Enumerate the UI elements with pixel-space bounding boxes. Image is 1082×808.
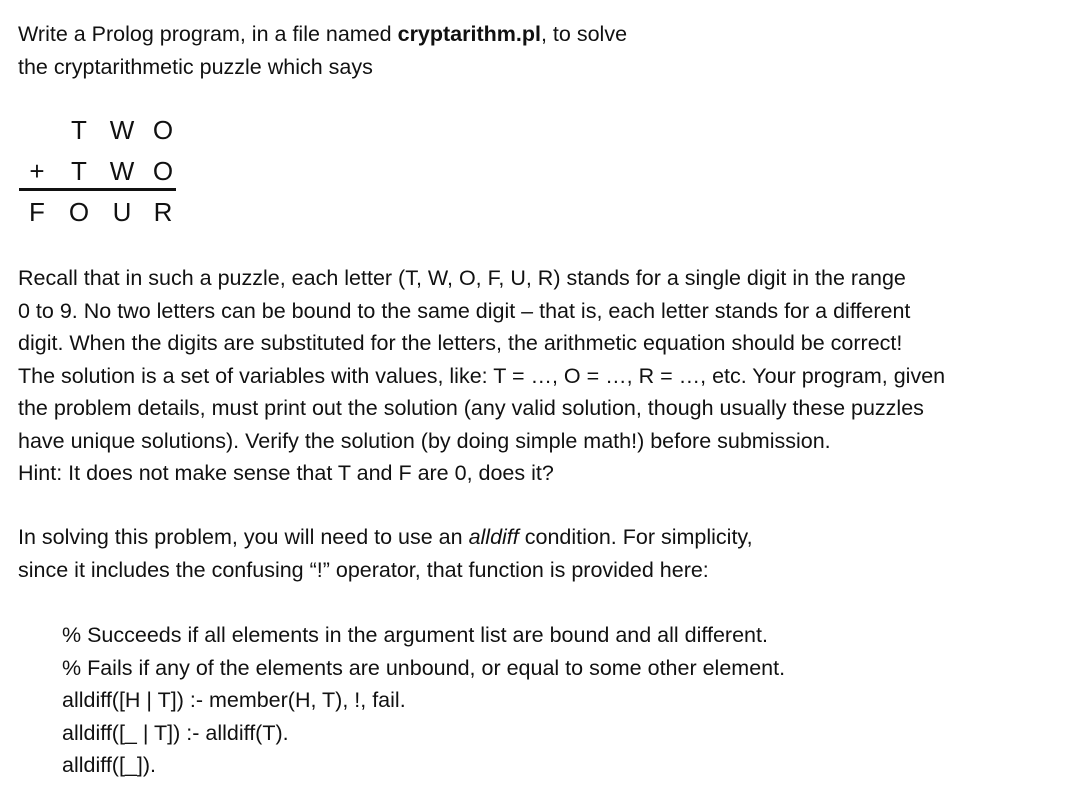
code-line: alldiff([_ | T]) :- alldiff(T). — [62, 720, 289, 745]
code-comment-line: % Succeeds if all elements in the argument list are bound and all different. — [62, 623, 768, 647]
puzzle-letter: O — [152, 115, 174, 145]
recall-line: digit. When the digits are substituted for the letters, the arithmetic equation should be correct! — [18, 331, 903, 355]
puzzle-letter: T — [71, 156, 87, 186]
solving-paragraph — [18, 521, 753, 586]
code-block — [62, 619, 785, 782]
recall-line: The solution is a set of variables with values, like: T = …, O = …, R = …, etc. Your program, given — [18, 363, 946, 388]
puzzle-letter: O — [152, 156, 174, 186]
filename: cryptarithm.pl — [397, 22, 541, 46]
solving-line-2: since it includes the confusing “!” operator, that function is provided here: — [18, 557, 709, 582]
puzzle-row-result — [0, 197, 200, 227]
puzzle-letter: R — [153, 197, 173, 227]
sum-rule — [19, 188, 176, 191]
intro-line-2: the cryptarithmetic puzzle which says — [18, 54, 373, 79]
intro-line-1 — [18, 18, 627, 51]
code-line: alldiff([_]). — [62, 753, 156, 777]
puzzle-letter: T — [71, 115, 87, 145]
puzzle-letter: W — [109, 156, 135, 186]
solving-line-1 — [18, 521, 753, 554]
solving-line-1-suffix: condition. For simplicity, — [518, 525, 753, 549]
puzzle-row-addend-1 — [0, 115, 200, 145]
intro-line-1-suffix: , to solve — [540, 22, 628, 46]
recall-line: have unique solutions). Verify the solution (by doing simple math!) before submission. — [18, 428, 831, 453]
puzzle-letter: F — [29, 197, 45, 227]
intro-paragraph — [18, 18, 627, 83]
solving-line-1-prefix: In solving this problem, you will need to use an — [18, 525, 469, 549]
puzzle-letter: O — [68, 197, 90, 227]
hint-line: Hint: It does not make sense that T and F are 0, does it? — [18, 461, 554, 485]
recall-line: Recall that in such a puzzle, each letter (T, W, O, F, U, R) stands for a single digit in the range — [18, 266, 906, 290]
puzzle-letter: W — [109, 115, 135, 145]
recall-line: the problem details, must print out the solution (any valid solution, though usually these puzzles — [18, 396, 924, 420]
intro-line-1-prefix: Write a Prolog program, in a file named — [18, 22, 398, 46]
puzzle-row-addend-2 — [0, 156, 200, 186]
plus-operator: + — [29, 156, 45, 186]
code-line: alldiff([H | T]) :- member(H, T), !, fail. — [62, 688, 406, 712]
code-comment-line: % Fails if any of the elements are unbound, or equal to some other element. — [62, 655, 786, 680]
recall-paragraph — [18, 262, 945, 490]
alldiff-term: alldiff — [468, 525, 519, 549]
puzzle-letter: U — [112, 197, 132, 227]
recall-line: 0 to 9. No two letters can be bound to the same digit – that is, each letter stands for a different — [18, 298, 911, 323]
